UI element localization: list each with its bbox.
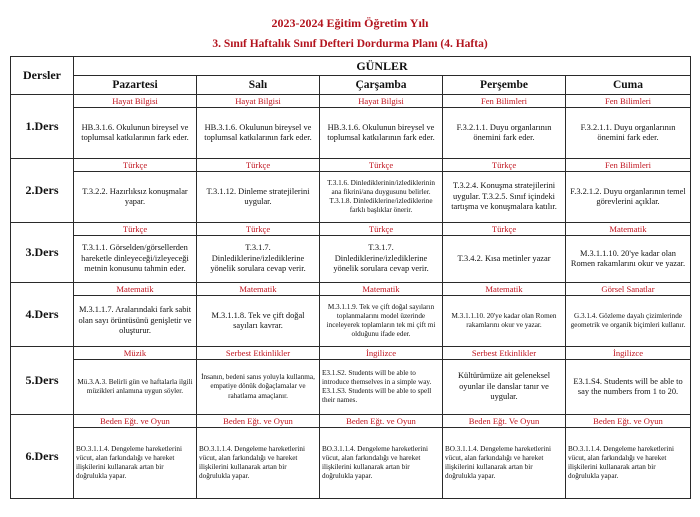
objective-text: G.3.1.4. Gözleme dayalı çizimlerinde geometrik ve organik biçimleri kullanır. <box>570 311 686 329</box>
lesson-row <box>11 223 691 283</box>
subject-label: Fen Bilimleri <box>443 95 565 108</box>
subject-label: Beden Eğt. Ve Oyun <box>443 415 565 428</box>
plan-cell <box>197 415 320 499</box>
plan-cell <box>197 95 320 159</box>
plan-cell <box>74 283 197 347</box>
plan-cell <box>197 223 320 283</box>
gunler-header: GÜNLER <box>74 57 691 76</box>
lesson-row <box>11 415 691 499</box>
lesson-row <box>11 159 691 223</box>
subject-label: Türkçe <box>197 159 319 172</box>
objective-text: BO.3.1.1.4. Dengeleme hareketlerini vücut, alan farkındalığı ve hareket ilişkilerini kullanarak artan bir doğrulukla yapar. <box>322 444 428 481</box>
day-header-sali: Salı <box>197 76 320 95</box>
subject-label: Beden Eğt. ve Oyun <box>74 415 196 428</box>
objective-text: M.3.1.1.10. 20'ye kadar olan Romen rakamlarını okur ve yazar. <box>570 248 686 268</box>
subject-label: İngilizce <box>566 347 690 360</box>
subject-label: Türkçe <box>443 223 565 236</box>
plan-cell <box>566 159 691 223</box>
subject-label: Türkçe <box>443 159 565 172</box>
plan-cell <box>566 283 691 347</box>
objective-text: M.3.1.1.9. Tek ve çift doğal sayıların toplanmalarını model üzerinde inceleyerek toplamların tek mi çift mi olduğunu ifade eder. <box>326 302 436 339</box>
plan-cell <box>74 95 197 159</box>
plan-cell <box>566 347 691 415</box>
objective-text: T.3.1.7. Dinlediklerine/izlediklerine yönelik sorulara cevap verir. <box>333 243 429 274</box>
subject-label: Hayat Bilgisi <box>74 95 196 108</box>
objective-text: BO.3.1.1.4. Dengeleme hareketlerini vücut, alan farkındalığı ve hareket ilişkilerini kullanarak artan bir doğrulukla yapar. <box>76 444 182 481</box>
plan-cell <box>443 347 566 415</box>
lesson-label: 6.Ders <box>11 415 74 499</box>
objective-text: BO.3.1.1.4. Dengeleme hareketlerini vücut, alan farkındalığı ve hareket ilişkilerini kullanarak artan bir doğrulukla yapar. <box>568 444 674 481</box>
objective-text: HB.3.1.6. Okulunun bireysel ve toplumsal katkılarının fark eder. <box>327 122 435 142</box>
objective-text: HB.3.1.6. Okulunun bireysel ve toplumsal katkılarının fark eder. <box>204 122 312 142</box>
subject-label: Müzik <box>74 347 196 360</box>
plan-cell <box>443 415 566 499</box>
day-header-carsamba: Çarşamba <box>320 76 443 95</box>
plan-cell <box>74 223 197 283</box>
plan-cell <box>443 223 566 283</box>
lesson-label: 4.Ders <box>11 283 74 347</box>
lesson-label: 2.Ders <box>11 159 74 223</box>
objective-text: E3.1.S2. Students will be able to introduce themselves in a simple way. E3.1.S3. Students will be able to spell their names. <box>322 368 432 405</box>
subject-label: Türkçe <box>320 223 442 236</box>
plan-cell <box>320 223 443 283</box>
objective-text: F.3.2.1.1. Duyu organlarının önemini fark eder. <box>456 122 552 142</box>
subject-label: Türkçe <box>197 223 319 236</box>
plan-cell <box>443 95 566 159</box>
objective-text: BO.3.1.1.4. Dengeleme hareketlerini vücut, alan farkındalığı ve hareket ilişkilerini kullanarak artan bir doğrulukla yapar. <box>199 444 305 481</box>
weekly-plan-table <box>10 56 691 499</box>
subject-label: Hayat Bilgisi <box>197 95 319 108</box>
objective-text: Mü.3.A.3. Belirli gün ve haftalarla ilgili müzikleri anlamına uygun söyler. <box>77 377 193 395</box>
plan-cell <box>197 159 320 223</box>
day-header-pazartesi: Pazartesi <box>74 76 197 95</box>
objective-text: T.3.1.7. Dinlediklerine/izlediklerine yönelik sorulara cevap verir. <box>210 243 306 274</box>
objective-text: M.3.1.1.10. 20'ye kadar olan Romen rakamlarını okur ve yazar. <box>451 311 557 329</box>
lesson-label: 3.Ders <box>11 223 74 283</box>
objective-text: Kültürümüze ait geleneksel oyunlar ile danslar tanır ve uygular. <box>457 371 551 402</box>
plan-body <box>11 95 691 499</box>
plan-cell <box>566 223 691 283</box>
subject-label: İngilizce <box>320 347 442 360</box>
plan-cell <box>443 283 566 347</box>
subject-label: Serbest Etkinlikler <box>197 347 319 360</box>
plan-cell <box>320 283 443 347</box>
plan-cell <box>566 95 691 159</box>
objective-text: M.3.1.1.8. Tek ve çift doğal sayıları kavrar. <box>211 310 305 330</box>
subject-label: Türkçe <box>74 159 196 172</box>
subject-label: Beden Eğt. ve Oyun <box>320 415 442 428</box>
objective-text: F.3.2.1.2. Duyu organlarının temel görevlerini açıklar. <box>570 186 686 206</box>
subject-label: Matematik <box>443 283 565 296</box>
plan-cell <box>443 159 566 223</box>
document-subtitle: 3. Sınıf Haftalık Sınıf Defteri Dordurma Planı (4. Hafta) <box>212 38 488 50</box>
day-header-cuma: Cuma <box>566 76 691 95</box>
plan-cell <box>320 159 443 223</box>
dersler-header: Dersler <box>11 57 74 95</box>
document-title: 2023-2024 Eğitim Öğretim Yılı <box>271 16 429 30</box>
plan-cell <box>320 95 443 159</box>
subject-label: Beden Eğt. ve Oyun <box>197 415 319 428</box>
subject-label: Fen Bilimleri <box>566 95 690 108</box>
objective-text: T.3.4.2. Kısa metinler yazar <box>457 253 551 263</box>
plan-cell <box>197 283 320 347</box>
objective-text: İnsanın, bedeni sanıs yoluyla kullanma, empatiye dönük doğaçlamalar ve rahatlama amaçlanır. <box>201 373 315 400</box>
plan-cell <box>320 347 443 415</box>
subject-label: Türkçe <box>320 159 442 172</box>
lesson-label: 1.Ders <box>11 95 74 159</box>
objective-text: M.3.1.1.7. Aralarındaki fark sabit olan sayı örüntüsünü genişletir ve oluşturur. <box>78 305 192 336</box>
objective-text: T.3.2.4. Konuşma stratejilerini uygular. T.3.2.5. Sınıf içindeki tartışma ve konuşmalara katılır. <box>451 181 557 212</box>
subject-label: Beden Eğt. ve Oyun <box>566 415 690 428</box>
subject-label: Matematik <box>320 283 442 296</box>
subject-label: Matematik <box>74 283 196 296</box>
subject-label: Matematik <box>197 283 319 296</box>
subject-label: Hayat Bilgisi <box>320 95 442 108</box>
objective-text: T.3.1.6. Dinlediklerinin/izlediklerinin ana fikrini/ana duygusunu belirler. T.3.1.8. Dinlediklerine/izlediklerine farklı başlıklar önerir. <box>327 178 435 215</box>
plan-cell <box>320 415 443 499</box>
lesson-row <box>11 347 691 415</box>
objective-text: BO.3.1.1.4. Dengeleme hareketlerini vücut, alan farkındalığı ve hareket ilişkilerini kullanarak artan bir doğrulukla yapar. <box>445 444 551 481</box>
lesson-row <box>11 283 691 347</box>
plan-cell <box>74 159 197 223</box>
subject-label: Görsel Sanatlar <box>566 283 690 296</box>
plan-cell <box>566 415 691 499</box>
subject-label: Türkçe <box>74 223 196 236</box>
objective-text: T.3.1.1. Görselden/görsellerden hareketle dinleyeceği/izleyeceği metnin konusunu tahmin eder. <box>81 243 189 274</box>
objective-text: F.3.2.1.1. Duyu organlarının önemini fark eder. <box>580 122 676 142</box>
plan-cell <box>197 347 320 415</box>
subject-label: Serbest Etkinlikler <box>443 347 565 360</box>
subject-label: Fen Bilimleri <box>566 159 690 172</box>
plan-cell <box>74 415 197 499</box>
plan-cell <box>74 347 197 415</box>
objective-text: E3.1.S4. Students will be able to say the numbers from 1 to 20. <box>573 376 683 396</box>
objective-text: HB.3.1.6. Okulunun bireysel ve toplumsal katkılarının fark eder. <box>81 122 189 142</box>
lesson-row <box>11 95 691 159</box>
objective-text: T.3.2.2. Hazırlıksız konuşmalar yapar. <box>82 186 188 206</box>
lesson-label: 5.Ders <box>11 347 74 415</box>
objective-text: T.3.1.12. Dinleme stratejilerini uygular. <box>206 186 310 206</box>
day-header-persembe: Perşembe <box>443 76 566 95</box>
subject-label: Matematik <box>566 223 690 236</box>
